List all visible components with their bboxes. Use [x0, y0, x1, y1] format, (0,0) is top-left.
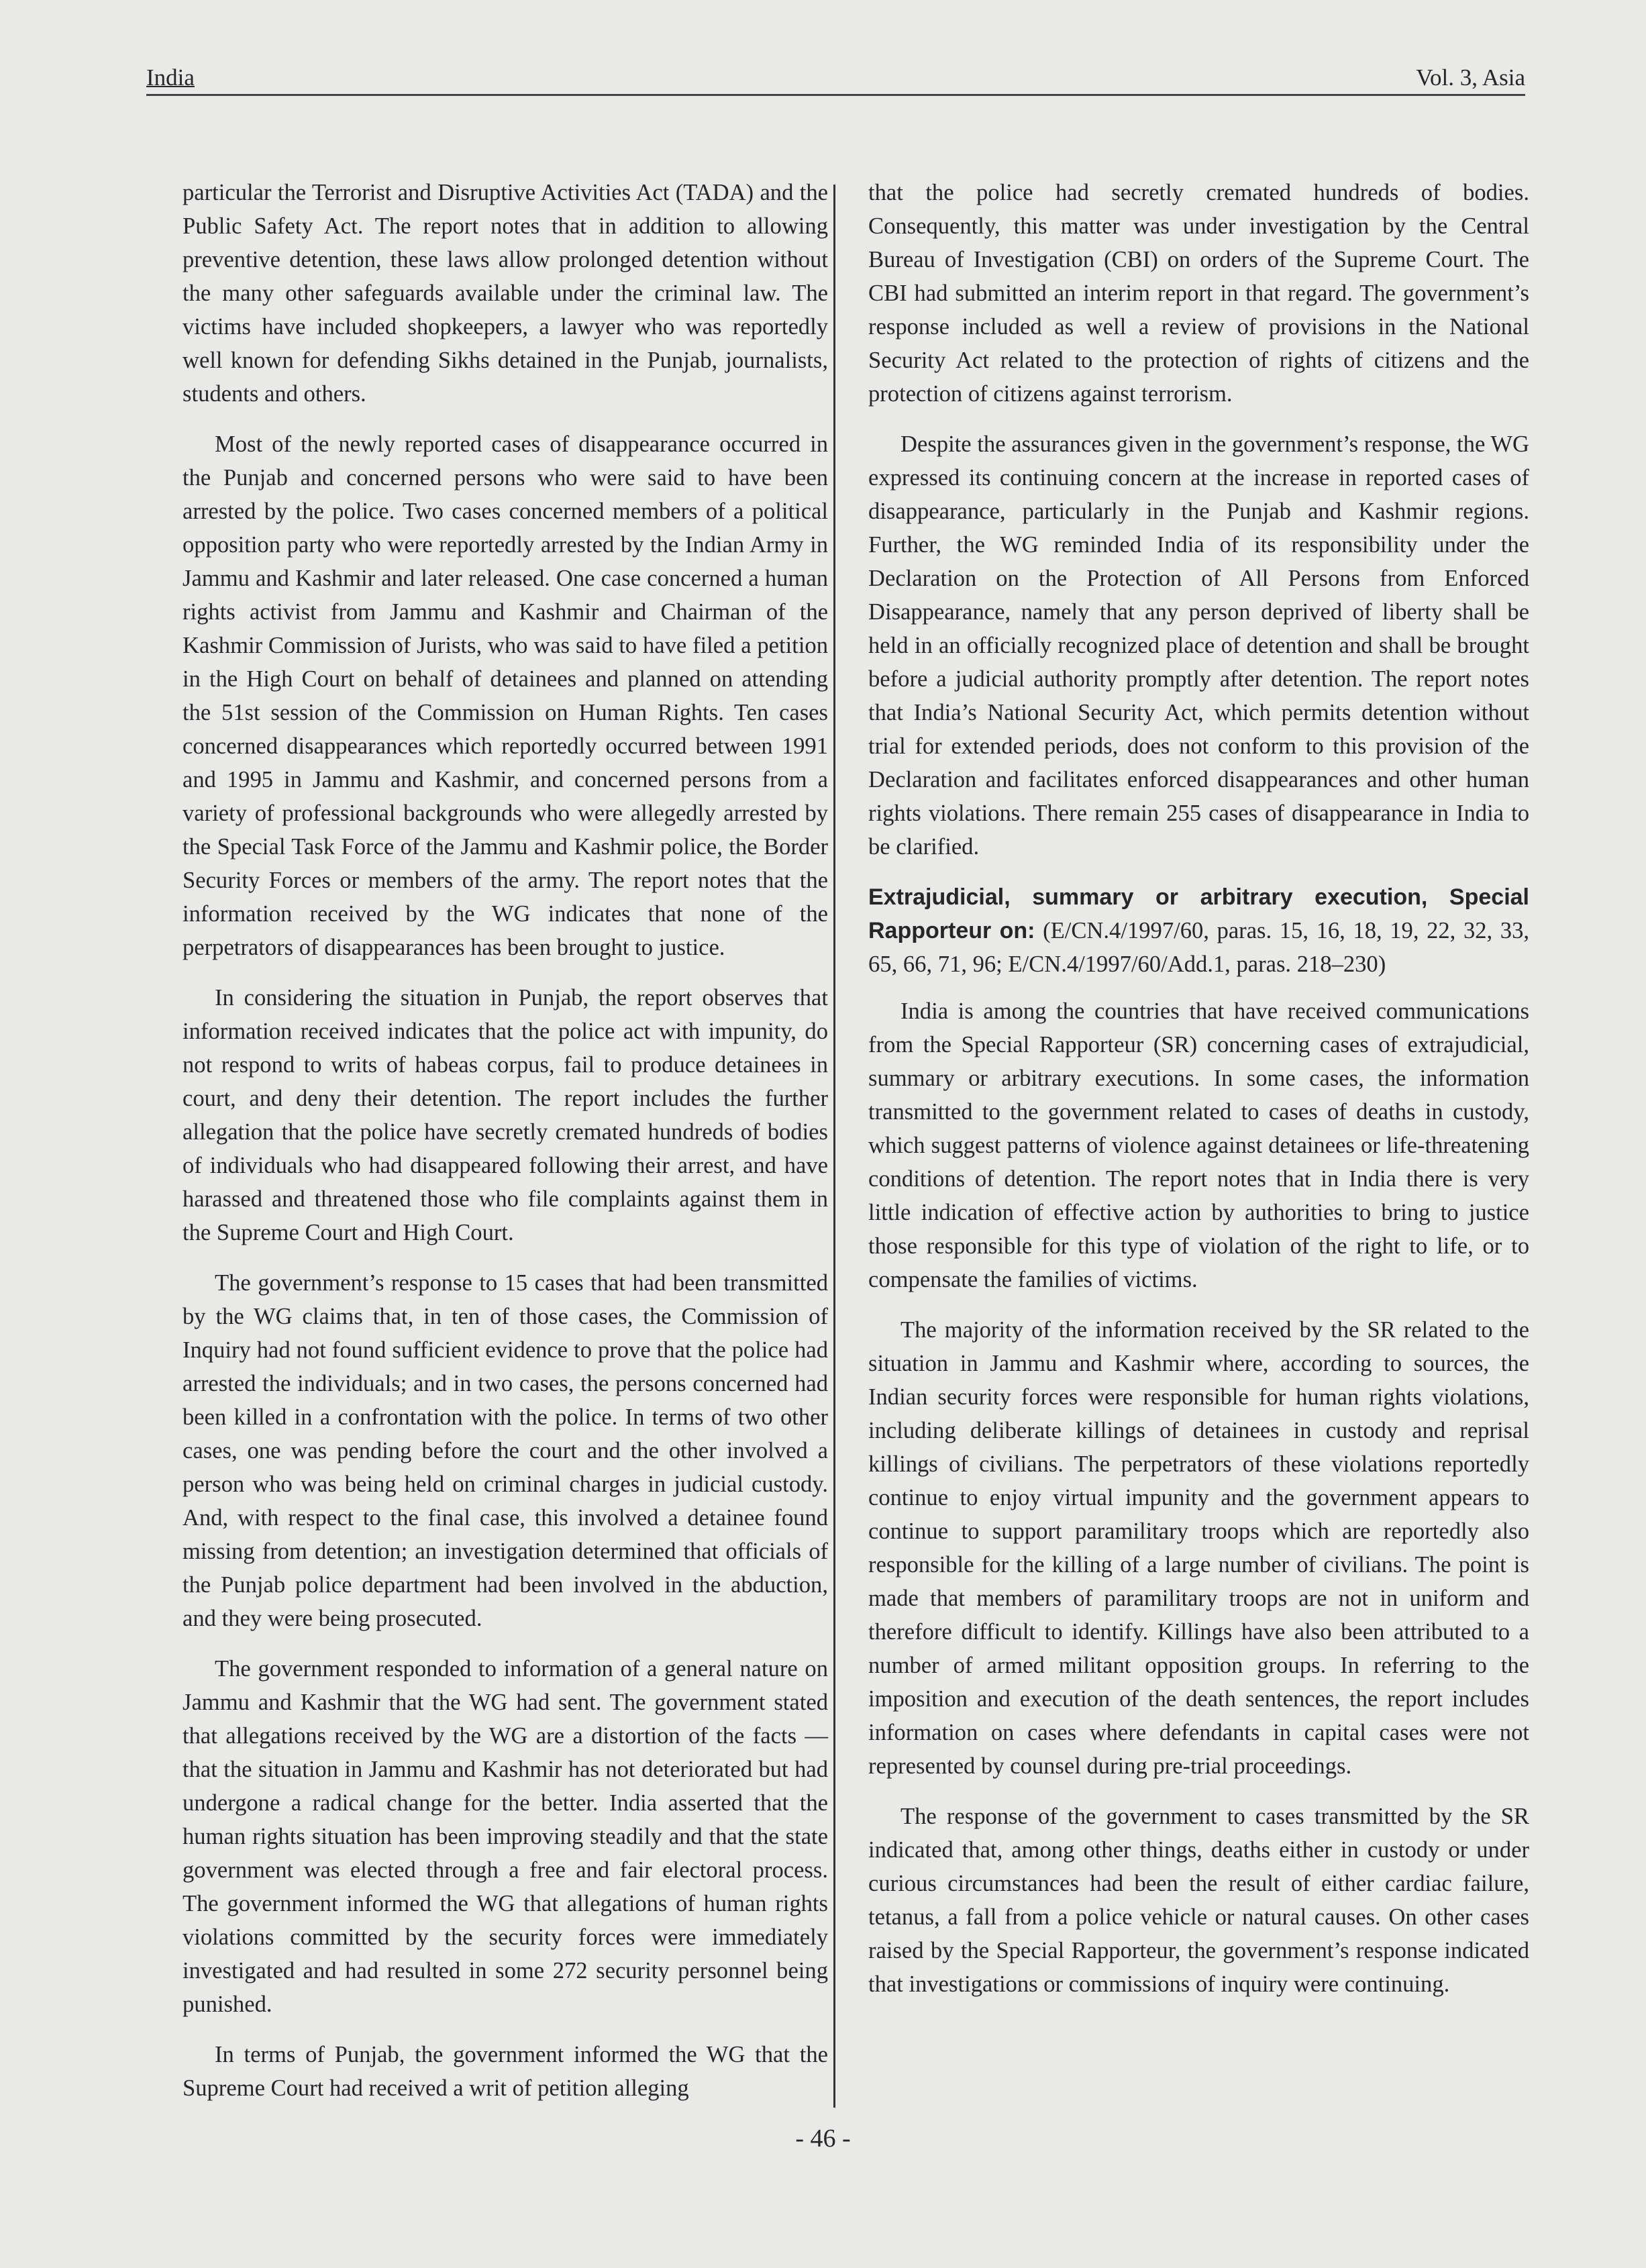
- section-heading-reference: (E/CN.4/1997/60, paras. 15, 16, 18, 19, 22, 32, 33, 65, 66, 71, 96; E/CN.4/1997/60/Add.1, paras. 218–230): [868, 918, 1529, 977]
- paragraph: The response of the government to cases transmitted by the SR indicated that, among other things, deaths either in custody or under curious circumstances had been the result of either cardiac failure, tetanus, a fall from a police vehicle or natural causes. On other cases raised by the Special Rapporteur, the government’s response indicated that investigations or commissions of inquiry were continuing.: [868, 1804, 1529, 1997]
- paragraph: In terms of Punjab, the government informed the WG that the Supreme Court had received a writ of petition alleging: [183, 2042, 828, 2101]
- paragraph: particular the Terrorist and Disruptive Activities Act (TADA) and the Public Safety Act. The report notes that in addition to allowing preventive detention, these laws allow prolonged detention without the many other safeguards available under the criminal law. The victims have included shopkeepers, a lawyer who was reportedly well known for defending Sikhs detained in the Punjab, journalists, students and others.: [183, 180, 828, 407]
- paragraph: The government responded to information of a general nature on Jammu and Kashmir that the WG had sent. The government stated that allegations received by the WG are a distortion of the facts — that the situation in Jammu and Kashmir has not deteriorated but had undergone a radical change for the better. India asserted that the human rights situation has been improving steadily and that the state government was elected through a free and fair electoral process. The government informed the WG that allegations of human rights violations committed by the security forces were immediately investigated and had resulted in some 272 security personnel being punished.: [183, 1656, 828, 2017]
- running-header: [146, 62, 1525, 96]
- page-number: - 46 -: [795, 2124, 851, 2153]
- section-heading-title: Extrajudicial, summary or arbitrary execution, Special Rapporteur on:: [868, 884, 1529, 943]
- left-column: [183, 176, 828, 2122]
- header-country: India: [146, 64, 195, 91]
- paragraph: In considering the situation in Punjab, the report observes that information received indicates that the police act with impunity, do not respond to writs of habeas corpus, fail to produce detainees in court, and deny their detention. The report includes the further allegation that the police have secretly cremated hundreds of bodies of individuals who had disappeared following their arrest, and have harassed and threatened those who file complaints against them in the Supreme Court and High Court.: [183, 985, 828, 1245]
- paragraph: India is among the countries that have received communications from the Special Rapporteur (SR) concerning cases of extrajudicial, summary or arbitrary executions. In some cases, the information transmitted to the government related to cases of deaths in custody, which suggest patterns of violence against detainees or life-threatening conditions of detention. The report notes that in India there is very little indication of effective action by authorities to bring to justice those responsible for this type of violation of the right to life, or to compensate the families of victims.: [868, 998, 1529, 1292]
- paragraph: Most of the newly reported cases of disappearance occurred in the Punjab and concerned persons who were said to have been arrested by the police. Two cases concerned members of a political opposition party who were reportedly arrested by the Indian Army in Jammu and Kashmir and later released. One case concerned a human rights activist from Jammu and Kashmir and Chairman of the Kashmir Commission of Jurists, who was said to have filed a petition in the High Court on behalf of detainees and planned on attending the 51st session of the Commission on Human Rights. Ten cases concerned disappearances which reportedly occurred between 1991 and 1995 in Jammu and Kashmir, and concerned persons from a variety of professional backgrounds who were allegedly arrested by the Special Task Force of the Jammu and Kashmir police, the Border Security Forces or members of the army. The report notes that the information received by the WG indicates that none of the perpetrators of disappearances has been brought to justice.: [183, 431, 828, 960]
- paragraph: that the police had secretly cremated hundreds of bodies. Consequently, this matter was under investigation by the Central Bureau of Investigation (CBI) on orders of the Supreme Court. The CBI had submitted an interim report in that regard. The government’s response included as well a review of provisions in the National Security Act related to the protection of rights of citizens and the protection of citizens against terrorism.: [868, 180, 1529, 407]
- paragraph: Despite the assurances given in the government’s response, the WG expressed its continuing concern at the increase in reported cases of disappearance, particularly in the Punjab and Kashmir regions. Further, the WG reminded India of its responsibility under the Declaration on the Protection of All Persons from Enforced Disappearance, namely that any person deprived of liberty shall be held in an officially recognized place of detention and shall be brought before a judicial authority promptly after detention. The report notes that India’s National Security Act, which permits detention without trial for extended periods, does not conform to this provision of the Declaration and facilitates enforced disappearances and other human rights violations. There remain 255 cases of disappearance in India to be clarified.: [868, 431, 1529, 860]
- column-divider: [833, 185, 835, 2108]
- section-heading: [868, 880, 1529, 981]
- paragraph: The majority of the information received by the SR related to the situation in Jammu and Kashmir where, according to sources, the Indian security forces were responsible for human rights violations, including deliberate killings of detainees in custody and reprisal killings of civilians. The perpetrators of these violations reportedly continue to enjoy virtual impunity and the government appears to continue to support paramilitary troops which are reportedly also responsible for the killing of a large number of civilians. The point is made that members of paramilitary troops are not in uniform and therefore difficult to identify. Killings have also been attributed to a number of armed militant opposition groups. In referring to the imposition and execution of the death sentences, the report includes information on cases where defendants in capital cases were not represented by counsel during pre-trial proceedings.: [868, 1317, 1529, 1779]
- header-volume: Vol. 3, Asia: [1416, 64, 1525, 91]
- right-column: [868, 176, 1529, 2018]
- paragraph: The government’s response to 15 cases that had been transmitted by the WG claims that, in ten of those cases, the Commission of Inquiry had not found sufficient evidence to prove that the police had arrested the individuals; and in two cases, the persons concerned had been killed in a confrontation with the police. In terms of two other cases, one was pending before the court and the other involved a person who was being held on criminal charges in judicial custody. And, with respect to the final case, this involved a detainee found missing from detention; an investigation determined that officials of the Punjab police department had been involved in the abduction, and they were being prosecuted.: [183, 1270, 828, 1631]
